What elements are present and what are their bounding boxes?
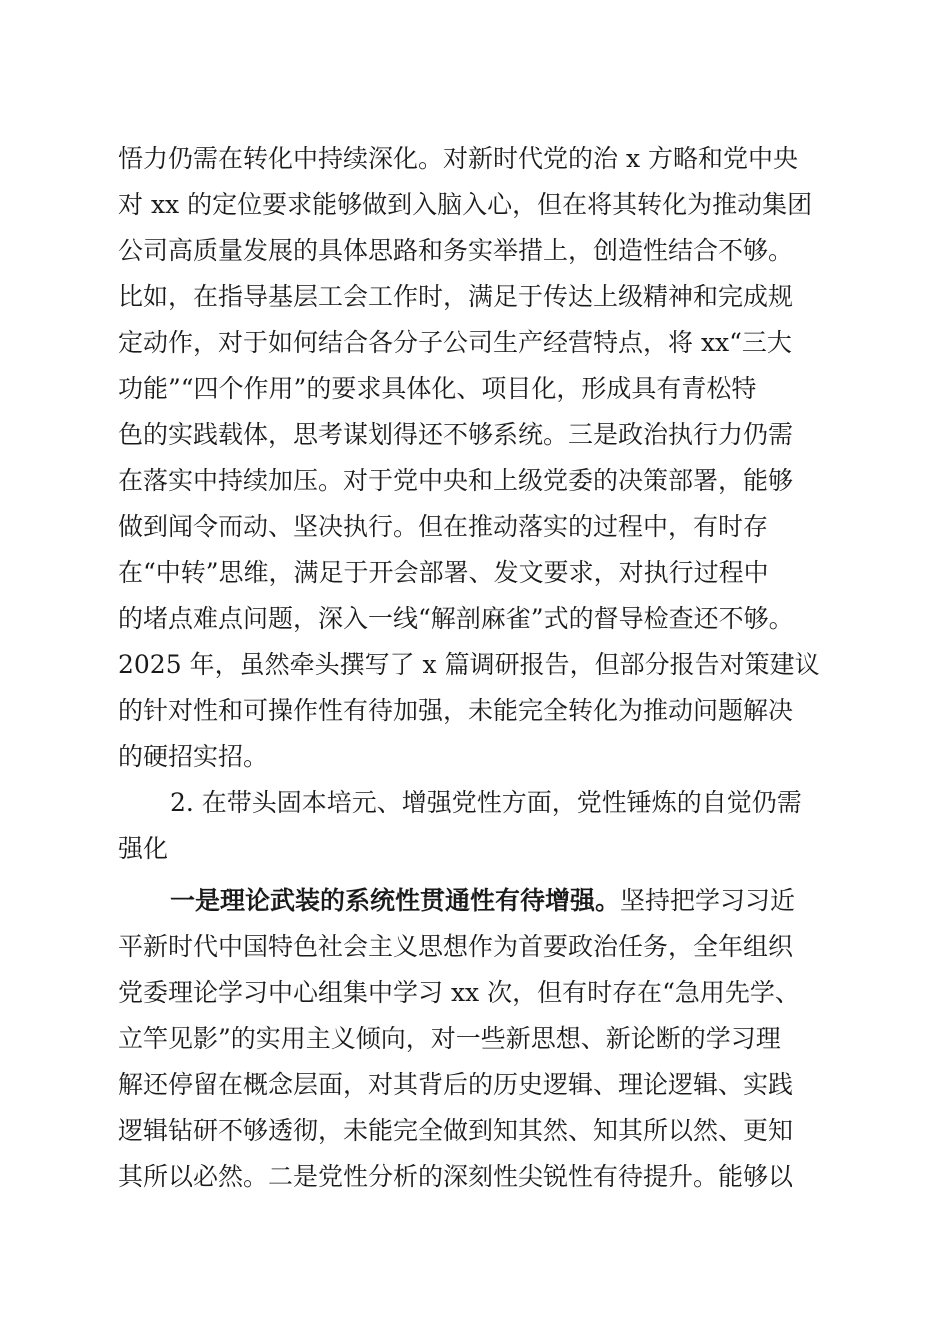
text-line: 其所以必然。二是党性分析的深刻性尖锐性有待提升。能够以 [118, 1162, 794, 1191]
paragraph-lead-line [170, 879, 795, 923]
text-line: 在“中转”思维，满足于开会部署、发文要求，对执行过程中 [118, 558, 769, 587]
lead-regular-text: 坚持把学习习近 [620, 886, 796, 915]
text-line: 公司高质量发展的具体思路和务实举措上，创造性结合不够。 [118, 236, 794, 265]
text-line: 在落实中持续加压。对于党中央和上级党委的决策部署，能够 [118, 466, 794, 495]
text-line: 比如，在指导基层工会工作时，满足于传达上级精神和完成规 [118, 282, 794, 311]
text-line: 的堵点难点问题，深入一线“解剖麻雀”式的督导检查还不够。 [118, 604, 794, 633]
text-line: 2025 年，虽然牵头撰写了 x 篇调研报告，但部分报告对策建议 [118, 650, 820, 679]
text-line: 党委理论学习中心组集中学习 xx 次，但有时存在“急用先学、 [118, 978, 800, 1007]
text-line: 平新时代中国特色社会主义思想作为首要政治任务，全年组织 [118, 932, 794, 961]
text-line: 立竿见影”的实用主义倾向，对一些新思想、新论断的学习理 [118, 1024, 781, 1053]
lead-bold-text: 一是理论武装的系统性贯通性有待增强。 [170, 886, 621, 915]
text-line: 悟力仍需在转化中持续深化。对新时代党的治 x 方略和党中央 [118, 144, 798, 173]
text-line: 做到闻令而动、坚决执行。但在推动落实的过程中，有时存 [118, 512, 769, 541]
section-heading-continued: 强化 [118, 834, 169, 863]
section-heading: 2. 在带头固本培元、增强党性方面，党性锤炼的自觉仍需 [170, 788, 802, 817]
text-line: 功能”“四个作用”的要求具体化、项目化，形成具有青松特 [118, 374, 757, 403]
text-line: 色的实践载体，思考谋划得还不够系统。三是政治执行力仍需 [118, 420, 794, 449]
text-line: 的硬招实招。 [118, 742, 269, 771]
text-line: 解还停留在概念层面，对其背后的历史逻辑、理论逻辑、实践 [118, 1070, 794, 1099]
text-line: 定动作，对于如何结合各分子公司生产经营特点，将 xx“三大 [118, 328, 792, 357]
text-line: 的针对性和可操作性有待加强，未能完全转化为推动问题解决 [118, 696, 794, 725]
text-line: 逻辑钻研不够透彻，未能完全做到知其然、知其所以然、更知 [118, 1116, 794, 1145]
text-line: 对 xx 的定位要求能够做到入脑入心，但在将其转化为推动集团 [118, 190, 813, 219]
